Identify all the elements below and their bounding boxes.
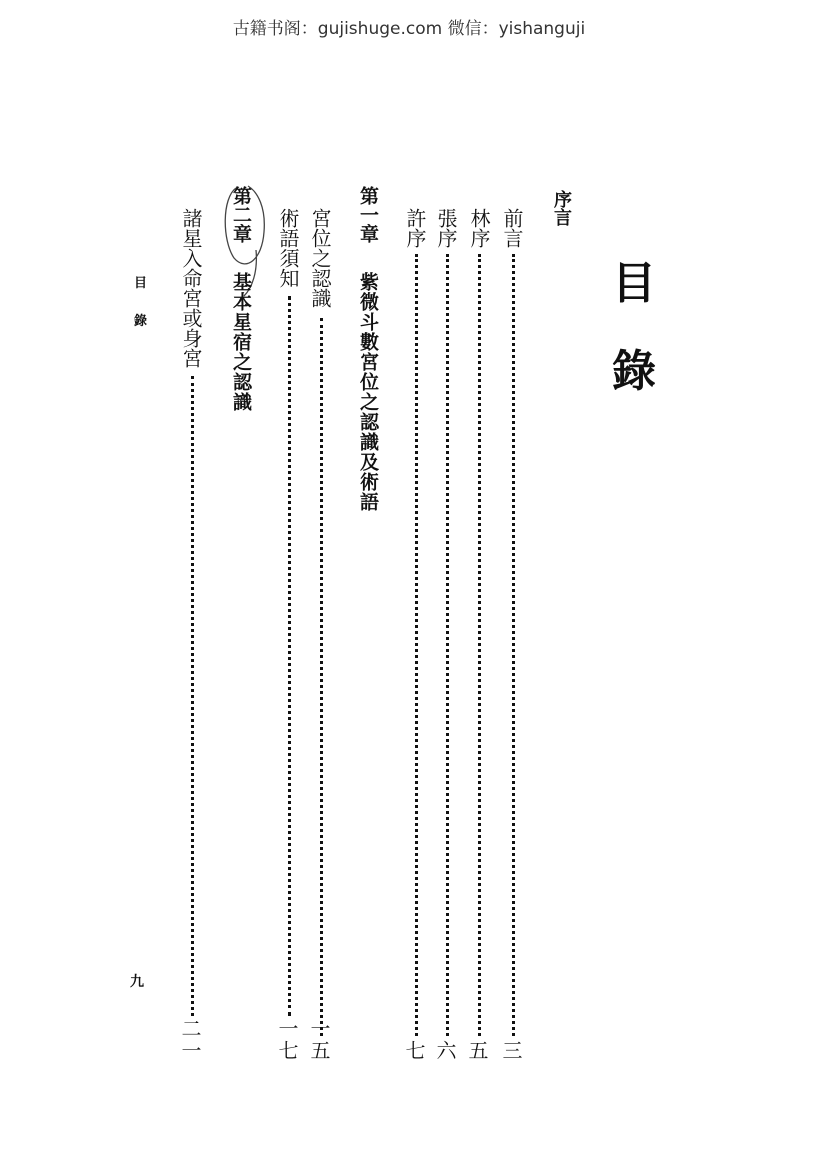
toc-page-number: 七 [402,1040,426,1064]
toc-page-number: 五 [465,1040,489,1064]
chapter-2-number: 第二章 [230,186,252,243]
toc-leader-dots [512,254,515,1036]
toc-entry-terminology: 術語須知 [276,208,300,288]
toc-entry-xu-preface: 許序 [403,208,427,248]
toc-title-char-2: 錄 [612,346,656,397]
running-header-char-2: 錄 [134,314,148,329]
toc-entry-palace-positions: 宮位之認識 [308,208,332,308]
preface-heading: 序言 [551,190,572,226]
toc-page-number: 三 [499,1040,523,1064]
toc-page-number: 一七 [275,1018,299,1062]
watermark-text: 古籍书阁：gujishuge.com 微信：yishanguji [232,19,586,39]
toc-leader-dots [446,254,449,1036]
chapter-1-number: 第一章 [357,186,379,243]
toc-entry-zhang-preface: 張序 [434,208,458,248]
toc-leader-dots [415,254,418,1036]
toc-entry-lin-preface: 林序 [467,208,491,248]
toc-page-number: 二一 [178,1018,202,1062]
toc-page-number: 六 [433,1040,457,1064]
chapter-2-title: 基本星宿之認識 [230,272,252,412]
chapter-1-title: 紫微斗數宮位之認識及術語 [357,272,379,512]
folio-number: 九 [130,974,144,990]
toc-leader-dots [478,254,481,1036]
running-header-char-1: 目 [134,276,148,291]
toc-title-char-1: 目 [612,258,656,309]
toc-page-number: 一五 [307,1018,331,1062]
toc-entry-stars-in-life-palace: 諸星入命宮或身宮 [179,208,203,368]
toc-leader-dots [320,318,323,1036]
toc-leader-dots [191,376,194,1016]
toc-entry-foreword: 前言 [500,208,524,248]
toc-leader-dots [288,296,291,1016]
